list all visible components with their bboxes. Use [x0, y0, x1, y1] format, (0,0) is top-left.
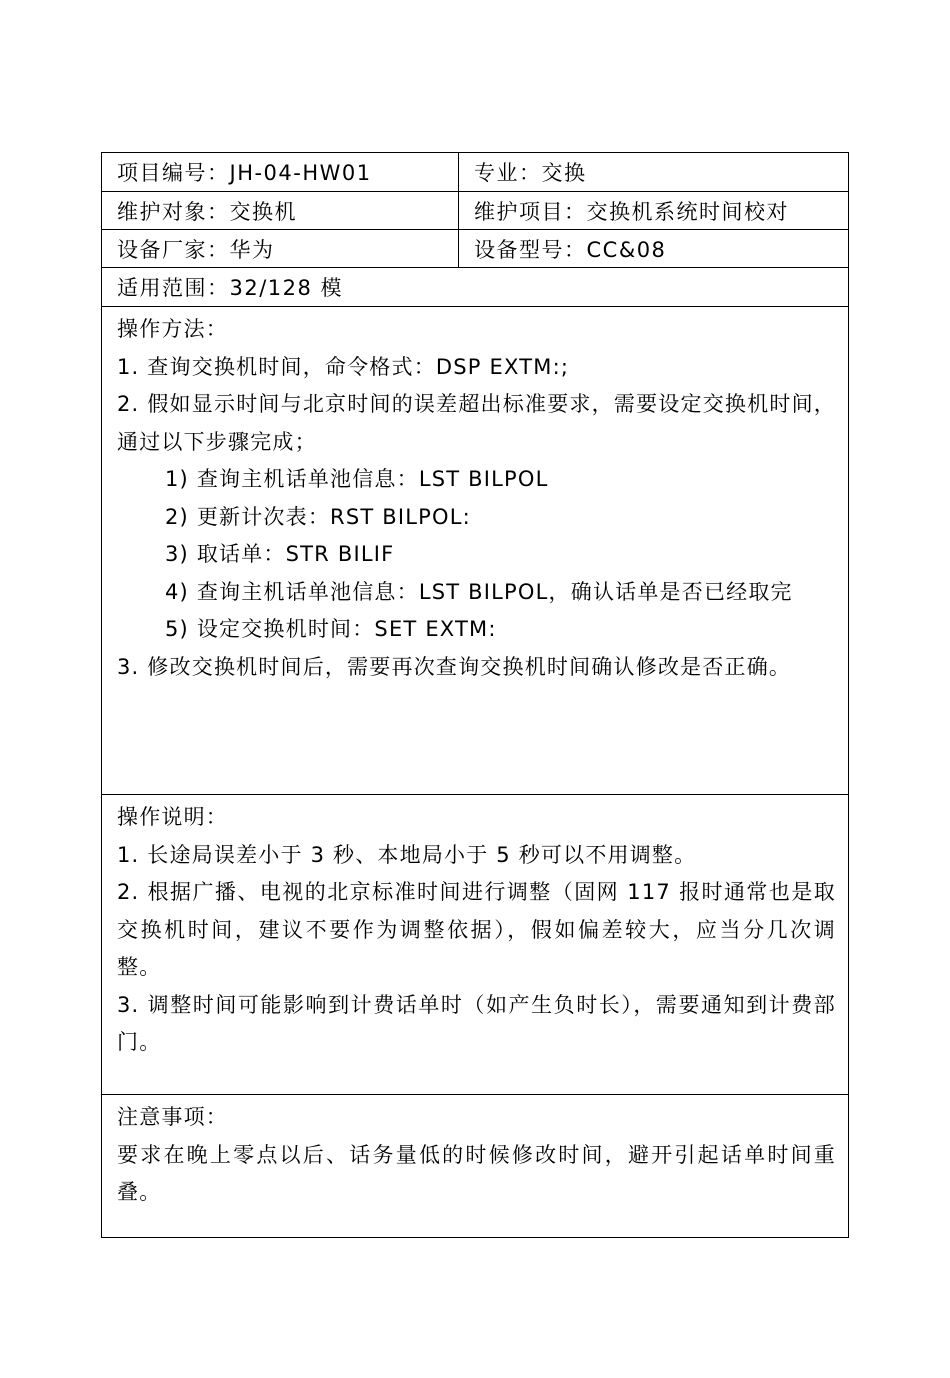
operation-method-section — [102, 307, 848, 795]
method-substep-1: 1) 查询主机话单池信息：LST BILPOL — [165, 467, 549, 491]
maintenance-item-cell: 维护项目：交换机系统时间校对 — [474, 199, 789, 224]
project-number-cell: 项目编号：JH-04-HW01 — [102, 153, 459, 191]
operation-notes-block — [117, 799, 836, 1062]
method-step-1: 1. 查询交换机时间，命令格式：DSP EXTM:; — [117, 354, 570, 379]
notes-item-3: 3. 调整时间可能影响到计费话单时（如产生负时长），需要通知到计费部门。 — [117, 992, 836, 1054]
method-substep-4: 4) 查询主机话单池信息：LST BILPOL，确认话单是否已经取完 — [165, 579, 793, 604]
method-substep-5: 5) 设定交换机时间：SET EXTM: — [165, 617, 497, 641]
caution-block — [117, 1099, 836, 1212]
method-title: 操作方法： — [117, 317, 228, 341]
notes-item-2: 2. 根据广播、电视的北京标准时间进行调整（固网 117 报时通常也是取交换机时间，建议不要作为调整依据），假如偏差较大，应当分几次调整。 — [117, 880, 836, 979]
model-cell: 设备型号：CC&08 — [474, 237, 667, 262]
caution-section — [102, 1095, 848, 1236]
method-step-2: 2. 假如显示时间与北京时间的误差超出标准要求，需要设定交换机时间，通过以下步骤完成； — [117, 392, 836, 454]
scope-cell: 适用范围：32/128 模 — [117, 276, 344, 300]
maintenance-form-table — [101, 152, 849, 1238]
caution-title: 注意事项： — [117, 1105, 228, 1129]
notes-item-1: 1. 长途局误差小于 3 秒、本地局小于 5 秒可以不用调整。 — [117, 842, 697, 867]
notes-title: 操作说明： — [117, 805, 228, 829]
table-row-scope — [102, 268, 848, 307]
operation-notes-section — [102, 795, 848, 1095]
manufacturer-cell: 设备厂家：华为 — [102, 230, 459, 267]
table-row-project — [102, 153, 848, 192]
caution-text: 要求在晚上零点以后、话务量低的时候修改时间，避开引起话单时间重叠。 — [117, 1142, 836, 1204]
method-step-3: 3. 修改交换机时间后，需要再次查询交换机时间确认修改是否正确。 — [117, 654, 792, 679]
maintenance-object-cell: 维护对象：交换机 — [102, 192, 459, 229]
operation-method-block — [117, 311, 836, 686]
table-row-maintenance — [102, 192, 848, 230]
table-row-equipment — [102, 230, 848, 268]
method-substep-2: 2) 更新计次表：RST BILPOL: — [165, 504, 471, 529]
method-substep-3: 3) 取话单：STR BILIF — [165, 542, 395, 566]
specialty-cell: 专业：交换 — [474, 161, 587, 185]
